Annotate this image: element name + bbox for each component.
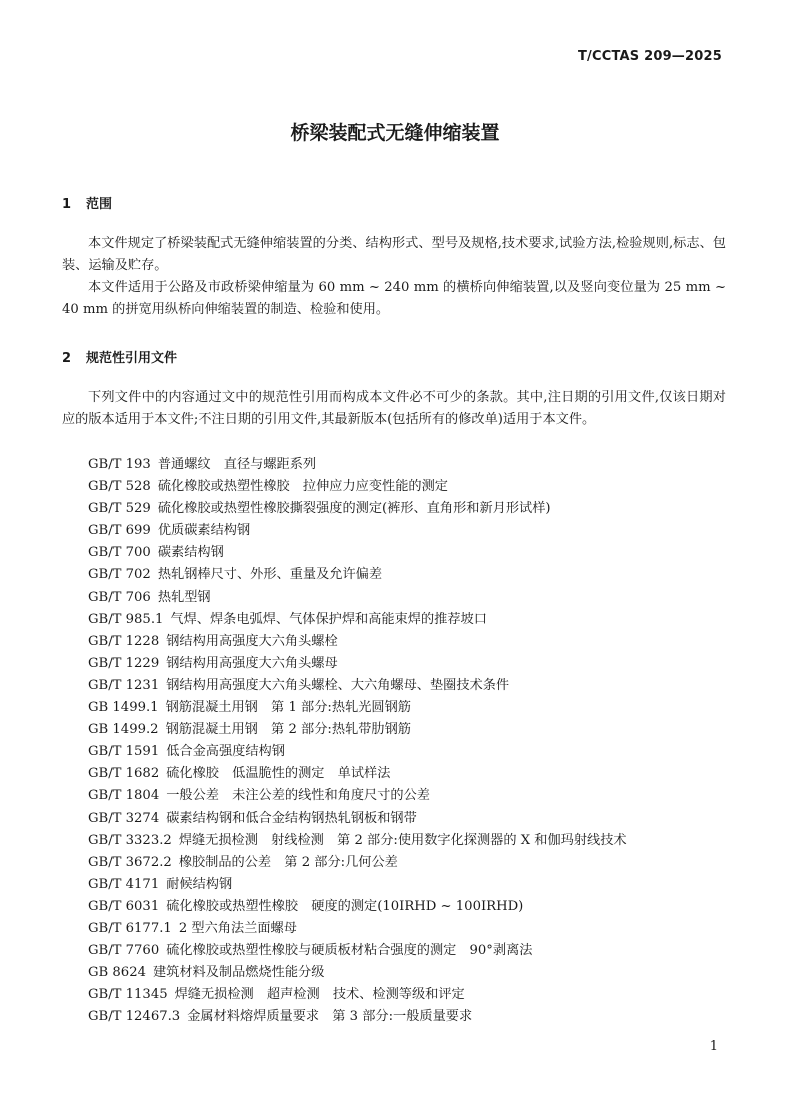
reference-title: 硫化橡胶 低温脆性的测定 单试样法 [166,766,391,782]
reference-item [88,653,627,675]
section-2-intro: 下列文件中的内容通过文中的规范性引用而构成本文件必不可少的条款。其中,注日期的引用文件,仅该日期对应的版本适用于本文件;不注日期的引用文件,其最新版本(包括所有的修改单)适用于本文件。 [62,390,726,427]
reference-title: 硫化橡胶或热塑性橡胶 硬度的测定(10IRHD ~ 100IRHD) [166,898,524,914]
reference-code: GB/T 529 [88,501,151,517]
reference-title: 硫化橡胶或热塑性橡胶与硬质板材粘合强度的测定 90°剥离法 [166,943,533,959]
reference-code: GB/T 985.1 [88,611,164,627]
reference-code: GB/T 699 [88,523,151,539]
reference-item [88,940,627,962]
section-1-paragraph: 本文件规定了桥梁装配式无缝伸缩装置的分类、结构形式、型号及规格,技术要求,试验方法,检验规则,标志、包装、运输及贮存。 [62,236,726,273]
reference-code: GB/T 193 [88,457,151,472]
reference-item [88,896,627,918]
reference-title: 热轧钢棒尺寸、外形、重量及允许偏差 [157,567,383,583]
section-1-number: 1 [62,197,72,212]
reference-item [88,741,627,763]
reference-title: 普通螺纹 直径与螺距系列 [157,457,317,472]
reference-title: 碳素结构钢和低合金结构钢热轧钢板和钢带 [166,810,417,826]
reference-code: GB/T 4171 [88,876,160,892]
reference-code: GB/T 702 [88,567,151,583]
reference-code: GB 8624 [88,965,146,981]
reference-code: GB/T 1231 [88,677,160,693]
reference-item [88,609,627,631]
reference-title: 钢结构用高强度大六角头螺栓、大六角螺母、垫圈技术条件 [166,677,510,693]
reference-item [88,785,627,807]
reference-item [88,984,627,1006]
reference-item [88,476,627,498]
section-2-heading [62,347,177,366]
reference-title: 热轧型钢 [157,589,211,605]
reference-code: GB/T 528 [88,479,151,495]
reference-title: 气焊、焊条电弧焊、气体保护焊和高能束焊的推荐坡口 [170,611,487,627]
reference-item [88,587,627,609]
reference-title: 碳素结构钢 [157,545,224,561]
reference-item [88,852,627,874]
reference-title: 钢筋混凝土用钢 第 2 部分:热轧带肋钢筋 [165,722,411,738]
reference-code: GB/T 3672.2 [88,854,172,870]
reference-item [88,498,627,520]
reference-title: 钢结构用高强度大六角头螺栓 [166,633,338,649]
reference-code: GB 1499.1 [88,700,159,716]
reference-code: GB/T 3274 [88,810,160,826]
reference-title: 建筑材料及制品燃烧性能分级 [152,965,325,981]
reference-item [88,564,627,586]
reference-title: 金属材料熔焊质量要求 第 3 部分:一般质量要求 [187,1009,473,1025]
reference-title: 低合金高强度结构钢 [166,744,285,760]
reference-title: 2 型六角法兰面螺母 [178,920,297,936]
reference-code: GB/T 1591 [88,744,160,760]
reference-code: GB/T 6177.1 [88,920,172,936]
reference-item [88,918,627,940]
reference-code: GB/T 7760 [88,943,160,959]
reference-code: GB/T 12467.3 [88,1009,181,1025]
section-1-heading [62,193,112,212]
document-title: 桥梁装配式无缝伸缩装置 [290,122,500,144]
section-1-title: 范围 [86,197,113,212]
reference-item [88,808,627,830]
reference-title: 耐候结构钢 [166,876,233,892]
reference-item [88,454,627,476]
section-2-number: 2 [62,351,72,366]
reference-item [88,631,627,653]
reference-item [88,830,627,852]
reference-code: GB 1499.2 [88,722,159,738]
reference-title: 优质碳素结构钢 [157,523,251,539]
reference-code: GB/T 3323.2 [88,832,172,848]
reference-item [88,874,627,896]
reference-item [88,542,627,564]
reference-list [88,454,627,1028]
reference-code: GB/T 706 [88,589,151,605]
section-2-title: 规范性引用文件 [86,351,178,366]
reference-item [88,1006,627,1028]
reference-item [88,962,627,984]
reference-title: 焊缝无损检测 超声检测 技术、检测等级和评定 [174,987,465,1003]
reference-title: 硫化橡胶或热塑性橡胶 拉伸应力应变性能的测定 [157,479,448,495]
reference-title: 一般公差 未注公差的线性和角度尺寸的公差 [166,788,430,804]
reference-code: GB/T 1229 [88,655,160,671]
reference-code: GB/T 700 [88,545,151,561]
reference-item [88,763,627,785]
reference-item [88,697,627,719]
reference-title: 钢结构用高强度大六角头螺母 [166,655,338,671]
reference-item [88,675,627,697]
reference-code: GB/T 1682 [88,766,160,782]
reference-item [88,719,627,741]
reference-title: 硫化橡胶或热塑性橡胶撕裂强度的测定(裤形、直角形和新月形试样) [157,501,551,517]
reference-title: 焊缝无损检测 射线检测 第 2 部分:使用数字化探测器的 X 和伽玛射线技术 [178,832,627,848]
reference-code: GB/T 1804 [88,788,160,804]
standard-number: T/CCTAS 209—2025 [577,49,722,64]
page-number: 1 [709,1039,718,1054]
reference-title: 钢筋混凝土用钢 第 1 部分:热轧光圆钢筋 [165,700,411,716]
section-1-paragraph: 本文件适用于公路及市政桥梁伸缩量为 60 mm ~ 240 mm 的横桥向伸缩装置,以及竖向变位量为 25 mm ~ 40 mm 的拼宽用纵桥向伸缩装置的制造、检验和使用。 [62,280,726,317]
reference-code: GB/T 1228 [88,633,160,649]
reference-code: GB/T 11345 [88,987,168,1003]
reference-item [88,520,627,542]
reference-code: GB/T 6031 [88,898,160,914]
reference-title: 橡胶制品的公差 第 2 部分:几何公差 [178,854,398,870]
